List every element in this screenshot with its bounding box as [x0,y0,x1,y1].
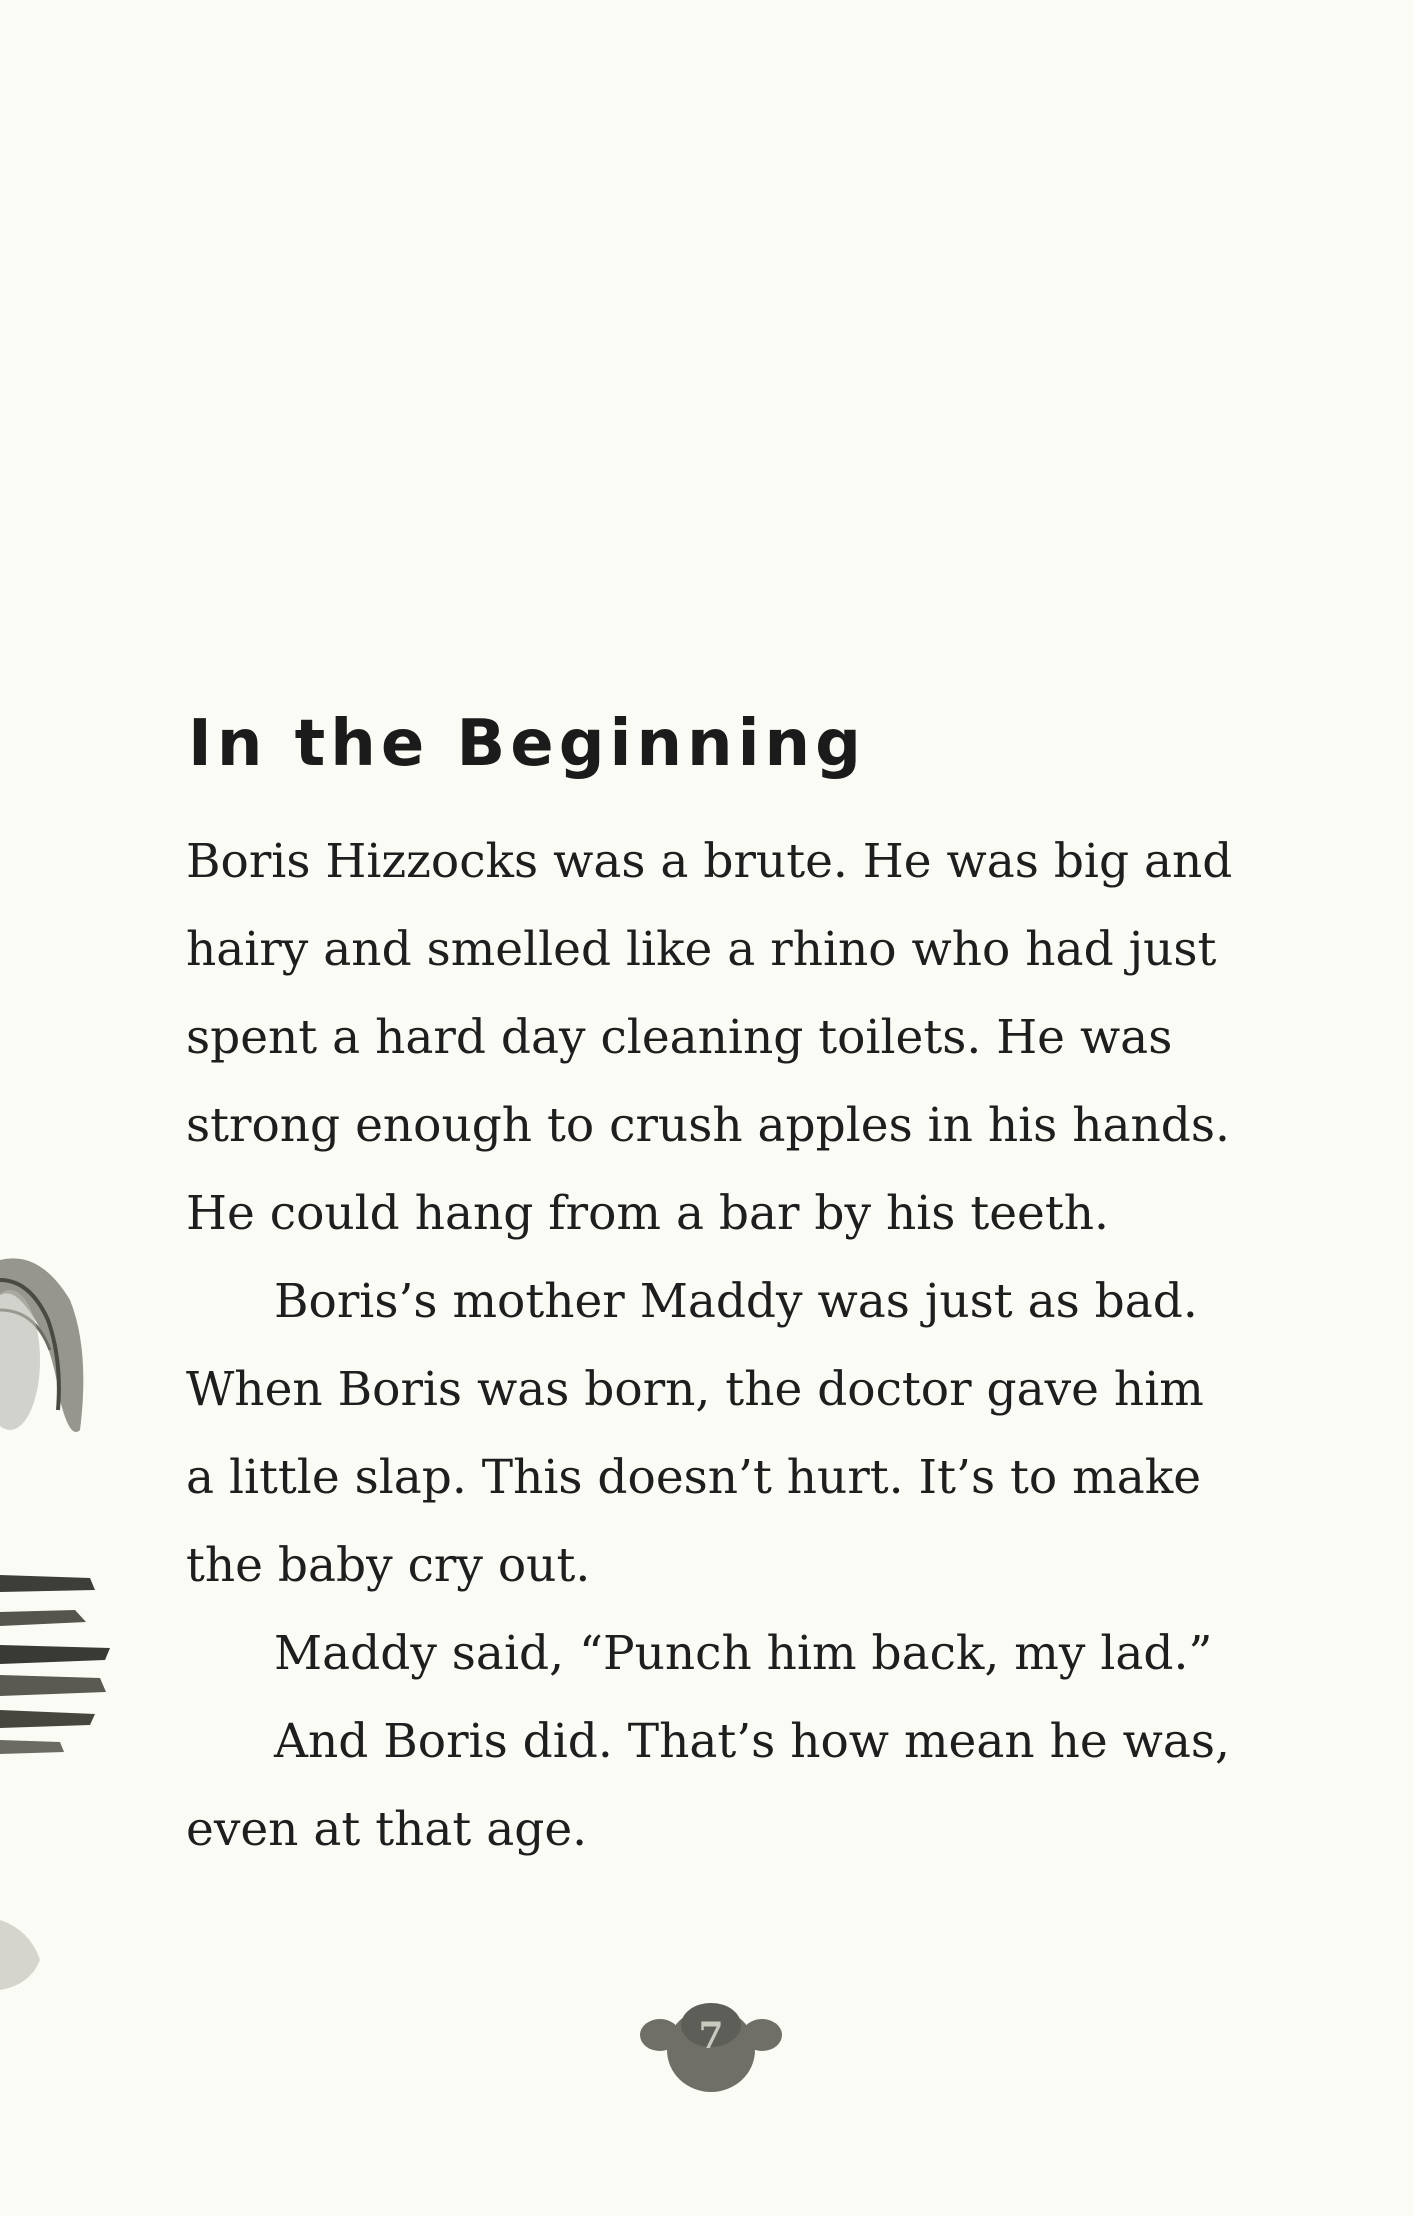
paragraph-3: Maddy said, “Punch him back, my lad.” [274,1626,1213,1681]
chapter-title: In the Beginning [188,707,866,781]
margin-sketch-illustration [0,1240,110,2000]
chapter-body [186,818,1246,1874]
paragraph-1: Boris Hizzocks was a brute. He was big and hairy and smelled like a rhino who had just spent a hard day cleaning toilets. He was strong enough to crush apples in his hands. He could hang from a bar by his teeth. [186,834,1233,1241]
page-number: 7 [698,2015,724,2057]
paragraph-4: And Boris did. That’s how mean he was, even at that age. [186,1714,1230,1857]
paragraph-2: Boris’s mother Maddy was just as bad. When Boris was born, the doctor gave him a little slap. This doesn’t hurt. It’s to make the baby cry out. [186,1274,1204,1593]
